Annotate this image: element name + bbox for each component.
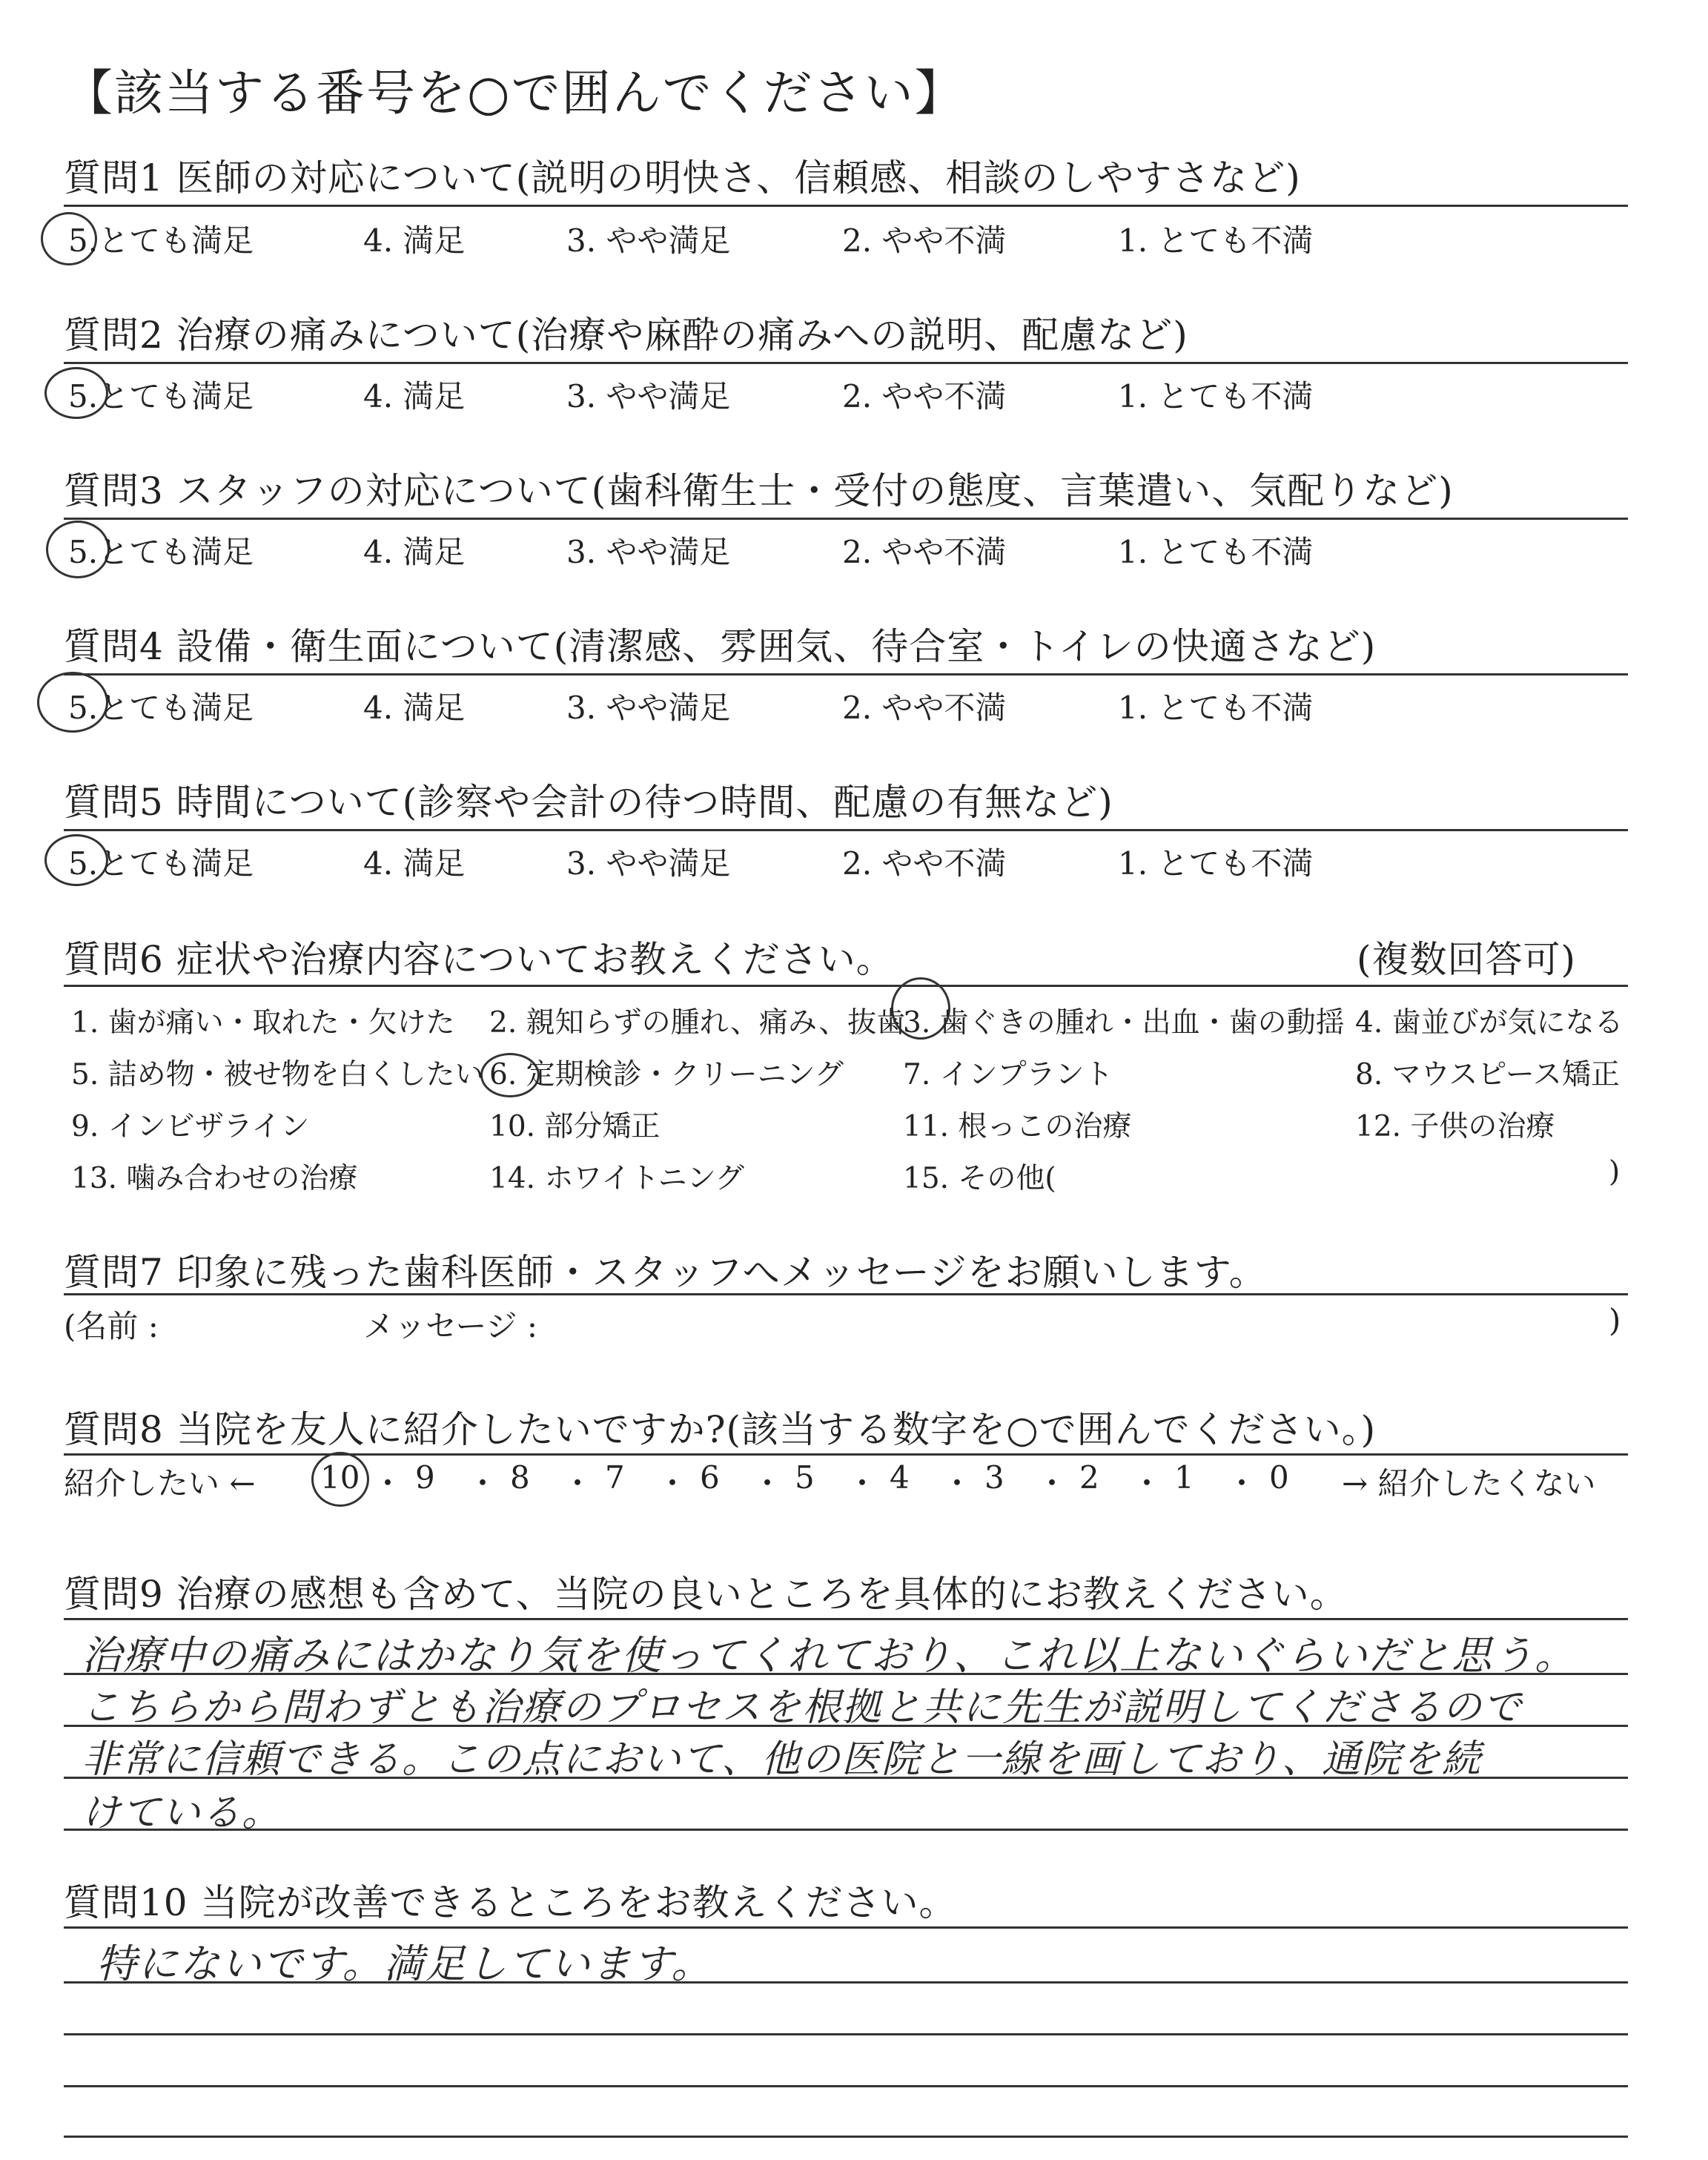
q6-item-5[interactable]: 5. 詰め物・被せ物を白くしたい bbox=[71, 1058, 484, 1091]
q6-item-3[interactable]: 3. 歯ぐきの腫れ・出血・歯の動揺 bbox=[903, 1006, 1345, 1040]
q6-item-14[interactable]: 14. ホワイトニング bbox=[489, 1162, 744, 1195]
q1-option-4[interactable]: 4. 満足 bbox=[363, 222, 466, 259]
q5-title: 質問5 時間について(診察や会計の待つ時間、配慮の有無など) bbox=[64, 781, 1113, 824]
q4-option-5[interactable]: 5.とても満足 bbox=[68, 690, 254, 726]
q8-scale-0[interactable]: 0 bbox=[1269, 1459, 1289, 1496]
q5-option-4[interactable]: 4. 満足 bbox=[363, 845, 466, 882]
q10-answer-line-1: 特にないです。満足しています。 bbox=[96, 1941, 713, 1987]
q8-scale-separator: ・ bbox=[847, 1465, 878, 1502]
q2-option-2[interactable]: 2. やや不満 bbox=[842, 378, 1007, 415]
q6-item-8[interactable]: 8. マウスピース矯正 bbox=[1355, 1058, 1620, 1091]
q9-rule-5 bbox=[64, 1829, 1628, 1831]
q2-option-1[interactable]: 1. とても不満 bbox=[1118, 378, 1314, 415]
q1-title: 質問1 医師の対応について(説明の明快さ、信頼感、相談のしやすさなど) bbox=[64, 156, 1301, 199]
q2-option-5[interactable]: 5.とても満足 bbox=[68, 378, 254, 415]
q7-message-label: メッセージ : bbox=[363, 1308, 537, 1344]
q6-item-12[interactable]: 12. 子供の治療 bbox=[1355, 1110, 1555, 1143]
q6-item-6[interactable]: 6. 定期検診・クリーニング bbox=[489, 1058, 844, 1091]
q6-rule bbox=[64, 985, 1628, 987]
q6-item-7[interactable]: 7. インプラント bbox=[903, 1058, 1113, 1091]
q6-item-4[interactable]: 4. 歯並びが気になる bbox=[1355, 1006, 1623, 1040]
q4-option-3[interactable]: 3. やや満足 bbox=[566, 690, 731, 726]
q8-scale-10[interactable]: 10 bbox=[320, 1459, 360, 1496]
q5-option-1[interactable]: 1. とても不満 bbox=[1118, 845, 1314, 882]
q1-option-5[interactable]: 5.とても満足 bbox=[68, 222, 254, 259]
q8-scale-1[interactable]: 1 bbox=[1174, 1459, 1194, 1496]
q7-rule bbox=[64, 1293, 1628, 1295]
q6-item-13[interactable]: 13. 噛み合わせの治療 bbox=[71, 1162, 358, 1195]
q6-item-2[interactable]: 2. 親知らずの腫れ、痛み、抜歯 bbox=[489, 1006, 906, 1040]
q1-option-1[interactable]: 1. とても不満 bbox=[1118, 222, 1314, 259]
q8-scale-separator: ・ bbox=[1226, 1465, 1258, 1502]
q8-scale-separator: ・ bbox=[1036, 1465, 1068, 1502]
q9-answer-line-1: 治療中の痛みにはかなり気を使ってくれており、これ以上ないぐらいだと思う。 bbox=[82, 1632, 1576, 1679]
q8-scale-separator: ・ bbox=[657, 1465, 689, 1502]
q9-answer-line-4: けている。 bbox=[82, 1791, 282, 1835]
q6-item-1[interactable]: 1. 歯が痛い・取れた・欠けた bbox=[71, 1006, 455, 1040]
q5-rule bbox=[64, 829, 1628, 831]
q4-option-1[interactable]: 1. とても不満 bbox=[1118, 690, 1314, 726]
q3-title: 質問3 スタッフの対応について(歯科衛生士・受付の態度、言葉遣い、気配りなど) bbox=[64, 469, 1454, 512]
q2-title: 質問2 治療の痛みについて(治療や麻酔の痛みへの説明、配慮など) bbox=[64, 314, 1188, 357]
q1-option-2[interactable]: 2. やや不満 bbox=[842, 222, 1007, 259]
q2-rule bbox=[64, 362, 1628, 364]
q8-scale-3[interactable]: 3 bbox=[984, 1459, 1004, 1496]
q8-scale-9[interactable]: 9 bbox=[415, 1459, 435, 1496]
q8-scale-separator: ・ bbox=[1131, 1465, 1163, 1502]
q2-option-3[interactable]: 3. やや満足 bbox=[566, 378, 731, 415]
q3-option-3[interactable]: 3. やや満足 bbox=[566, 534, 731, 570]
q8-scale-separator: ・ bbox=[941, 1465, 973, 1502]
q3-option-4[interactable]: 4. 満足 bbox=[363, 534, 466, 570]
page-title: 【該当する番号を○で囲んでください】 bbox=[64, 65, 965, 122]
q6-item-9[interactable]: 9. インビザライン bbox=[71, 1110, 310, 1143]
q3-option-2[interactable]: 2. やや不満 bbox=[842, 534, 1007, 570]
q7-name-label: (名前 : bbox=[64, 1308, 159, 1344]
q8-rule bbox=[64, 1453, 1628, 1456]
q6-other-close: ) bbox=[1609, 1155, 1621, 1189]
q1-rule bbox=[64, 205, 1628, 207]
q5-option-3[interactable]: 3. やや満足 bbox=[566, 845, 731, 882]
q8-right-label: → 紹介したくない bbox=[1342, 1465, 1596, 1502]
q6-title: 質問6 症状や治療内容についてお教えください。 bbox=[64, 938, 894, 981]
q10-rule-5 bbox=[64, 2136, 1628, 2138]
q7-close: ) bbox=[1609, 1302, 1621, 1338]
q9-answer-line-2: こちらから問わずとも治療のプロセスを根拠と共に先生が説明してくださるので bbox=[82, 1685, 1523, 1730]
q8-scale-7[interactable]: 7 bbox=[605, 1459, 625, 1496]
q8-scale-2[interactable]: 2 bbox=[1079, 1459, 1099, 1496]
q8-scale-separator: ・ bbox=[752, 1465, 784, 1502]
q5-option-5[interactable]: 5.とても満足 bbox=[68, 845, 254, 882]
q1-option-3[interactable]: 3. やや満足 bbox=[566, 222, 731, 259]
q9-answer-line-3: 非常に信頼できる。この点において、他の医院と一線を画しており、通院を続 bbox=[82, 1737, 1482, 1782]
q3-option-1[interactable]: 1. とても不満 bbox=[1118, 534, 1314, 570]
q3-rule bbox=[64, 518, 1628, 520]
q10-title: 質問10 当院が改善できるところをお教えください。 bbox=[64, 1881, 957, 1924]
q8-scale-5[interactable]: 5 bbox=[795, 1459, 815, 1496]
q8-scale-4[interactable]: 4 bbox=[890, 1459, 910, 1496]
q6-item-11[interactable]: 11. 根っこの治療 bbox=[903, 1110, 1132, 1143]
q8-scale-separator: ・ bbox=[562, 1465, 594, 1502]
q10-rule-3 bbox=[64, 2033, 1628, 2035]
q6-multiple-note: (複数回答可) bbox=[1357, 938, 1577, 981]
q8-scale-8[interactable]: 8 bbox=[510, 1459, 530, 1496]
q4-option-4[interactable]: 4. 満足 bbox=[363, 690, 466, 726]
q6-item-10[interactable]: 10. 部分矯正 bbox=[489, 1110, 661, 1143]
q8-scale-6[interactable]: 6 bbox=[700, 1459, 720, 1496]
q7-title: 質問7 印象に残った歯科医師・スタッフへメッセージをお願いします。 bbox=[64, 1251, 1267, 1294]
q4-option-2[interactable]: 2. やや不満 bbox=[842, 690, 1007, 726]
q9-title: 質問9 治療の感想も含めて、当院の良いところを具体的にお教えください。 bbox=[64, 1573, 1348, 1616]
q4-title: 質問4 設備・衛生面について(清潔感、雰囲気、待合室・トイレの快適さなど) bbox=[64, 625, 1377, 668]
q9-rule-1 bbox=[64, 1618, 1628, 1620]
q3-option-5[interactable]: 5.とても満足 bbox=[68, 534, 254, 570]
q8-scale-separator: ・ bbox=[372, 1465, 404, 1502]
q4-rule bbox=[64, 673, 1628, 676]
q8-title: 質問8 当院を友人に紹介したいですか?(該当する数字を○で囲んでください。) bbox=[64, 1408, 1377, 1451]
q10-rule-1 bbox=[64, 1926, 1628, 1929]
q8-left-label: 紹介したい ← bbox=[64, 1465, 256, 1502]
q2-option-4[interactable]: 4. 満足 bbox=[363, 378, 466, 415]
q8-scale-separator: ・ bbox=[467, 1465, 499, 1502]
q5-option-2[interactable]: 2. やや不満 bbox=[842, 845, 1007, 882]
q6-item-15[interactable]: 15. その他( bbox=[903, 1162, 1056, 1195]
q10-rule-4 bbox=[64, 2085, 1628, 2087]
